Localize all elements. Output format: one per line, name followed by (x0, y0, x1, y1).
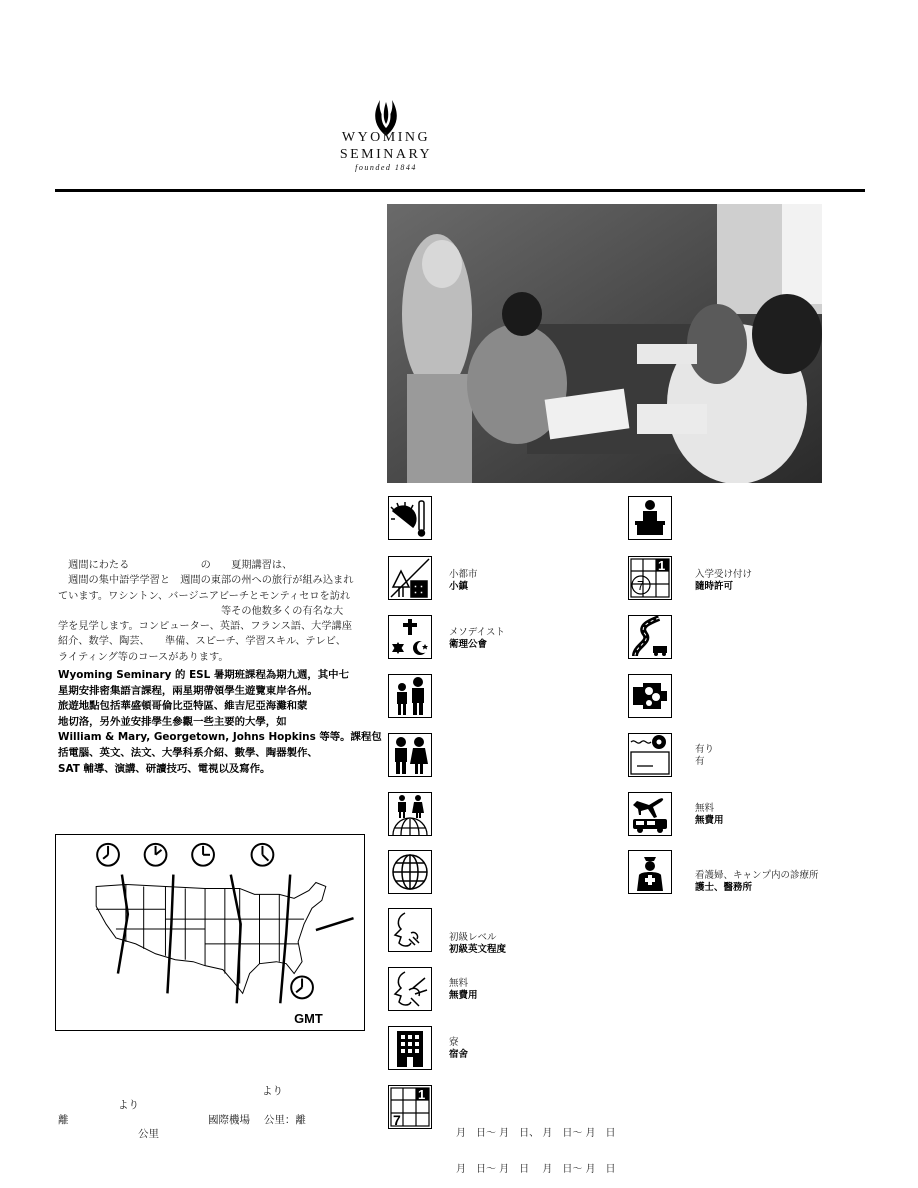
airport-distance: 國際機場 公里：離 (208, 1114, 306, 1126)
intro-jp-line: ています。ワシントン、バージニアビーチとモンティセロを訪れ (58, 590, 351, 602)
intro-jp-line: 週間の集中語学学習と 週間の東部の州への旅行が組み込まれ (58, 575, 354, 587)
admission-calendar-icon (628, 556, 672, 600)
intro-zh-line: Wyoming Seminary 的 ESL 暑期班課程為期九週，其中七 (58, 669, 349, 681)
boys-icon (388, 674, 432, 718)
intro-jp-line: 等その他数多くの有名な大 (58, 605, 344, 617)
activities-icon (628, 674, 672, 718)
phone-mail-icon (628, 733, 672, 777)
road-travel-icon (628, 615, 672, 659)
admission-label (695, 569, 752, 593)
english-level-icon (388, 908, 432, 952)
class-size-desk-icon (628, 496, 672, 540)
airport-transfer-jp: 無料 (695, 803, 715, 814)
svg-text:1: 1 (658, 558, 666, 573)
globe-icon (388, 850, 432, 894)
intro-zh-line: 地切洛，另外並安排學生參觀一些主要的大學，如 (58, 715, 287, 728)
dates-line2: 月 日～ 月 日 月 日～ 月 日 (456, 1164, 616, 1175)
dormitory-icon (388, 1026, 432, 1070)
airport-transfer-label (695, 803, 724, 827)
esl-speaking-zh: 無費用 (449, 990, 478, 1001)
nurse-health-jp: 看護婦、キャンプ内の診療所 (695, 870, 819, 881)
airport-transfer-icon (628, 792, 672, 836)
english-level-label (449, 932, 506, 956)
intro-zh-line: 星期安排密集語言課程，兩星期帶領學生遊覽東岸各州。 (58, 684, 318, 697)
intro-japanese (58, 558, 366, 665)
logo-founded: founded 1844 (355, 163, 417, 172)
logo-wordmark-line2: SEMINARY (339, 147, 433, 162)
us-timezone-map (55, 834, 365, 1031)
english-level-zh: 初級英文程度 (449, 944, 507, 955)
intro-zh-line: 括電腦、英文、法文、大學科系介紹、數學、陶器製作、 (58, 746, 318, 759)
climate-sun-thermometer-icon (388, 496, 432, 540)
svg-text:1: 1 (418, 1087, 426, 1102)
esl-speaking-icon (388, 967, 432, 1011)
small-town-icon (388, 556, 432, 600)
admission-jp: 入学受け付け (695, 569, 753, 580)
gmt-label: GMT (294, 1011, 323, 1027)
intro-jp-line: 週間にわたる の 夏期講習は、 (58, 560, 293, 571)
intro-zh-line: William & Mary, Georgetown, Johns Hopkins 等等。課程包 (58, 731, 382, 744)
svg-text:7: 7 (637, 578, 645, 593)
distance-km: 公里 (138, 1128, 159, 1140)
dormitory-jp: 寮 (449, 1037, 459, 1048)
calendar-dates-icon (388, 1085, 432, 1129)
esl-speaking-label (449, 978, 478, 1002)
intro-jp-line: 紹介、数学、陶芸、 準備、スピーチ、学習スキル、テレビ、 (58, 636, 346, 648)
intro-zh-line: SAT 輔導、演講、研讀技巧、電視以及寫作。 (58, 762, 271, 775)
logo-wordmark-line1: WYOMING (341, 130, 431, 145)
dormitory-zh: 宿舍 (449, 1049, 469, 1060)
dates-line1: 月 日～ 月 日、 月 日～ 月 日 (456, 1128, 616, 1139)
english-level-jp: 初級レベル (449, 932, 497, 943)
esl-speaking-jp: 無料 (449, 978, 469, 989)
airport-transfer-zh: 無費用 (695, 815, 724, 826)
intro-jp-line: 学を見学します。コンピューター、英語、フランス語、大学講座 (58, 621, 352, 633)
nurse-health-zh: 護士、醫務所 (695, 882, 753, 893)
phone-mail-zh: 有 (695, 756, 705, 767)
coed-icon (388, 733, 432, 777)
small-town-label (449, 569, 478, 593)
phone-mail-label (695, 744, 714, 768)
intro-zh-line: 旅遊地點包括華盛頓哥倫比亞特區、維吉尼亞海灘和蒙 (58, 700, 308, 713)
nurse-health-icon (628, 850, 672, 894)
small-town-jp: 小都市 (449, 569, 478, 580)
distance-from-1: より (262, 1085, 283, 1097)
religion-symbols-icon (388, 615, 432, 659)
intro-jp-line: ライティング等のコースがあります。 (58, 651, 229, 663)
religion-zh: 衛理公會 (449, 639, 488, 650)
admission-zh: 隨時許可 (695, 581, 734, 592)
svg-text:7: 7 (393, 1112, 401, 1128)
classroom-photo (387, 204, 822, 483)
intro-chinese (58, 668, 382, 777)
header-rule (55, 189, 865, 192)
dormitory-label (449, 1037, 468, 1061)
international-students-icon (388, 792, 432, 836)
session-dates (456, 1104, 616, 1188)
distance-label: 離 (58, 1114, 69, 1126)
nurse-health-label (695, 870, 819, 894)
small-town-zh: 小鎮 (449, 581, 469, 592)
religion-label (449, 627, 505, 651)
distance-from-2: より (118, 1099, 139, 1111)
religion-jp: メソデイスト (449, 627, 505, 638)
phone-mail-jp: 有り (695, 744, 715, 755)
